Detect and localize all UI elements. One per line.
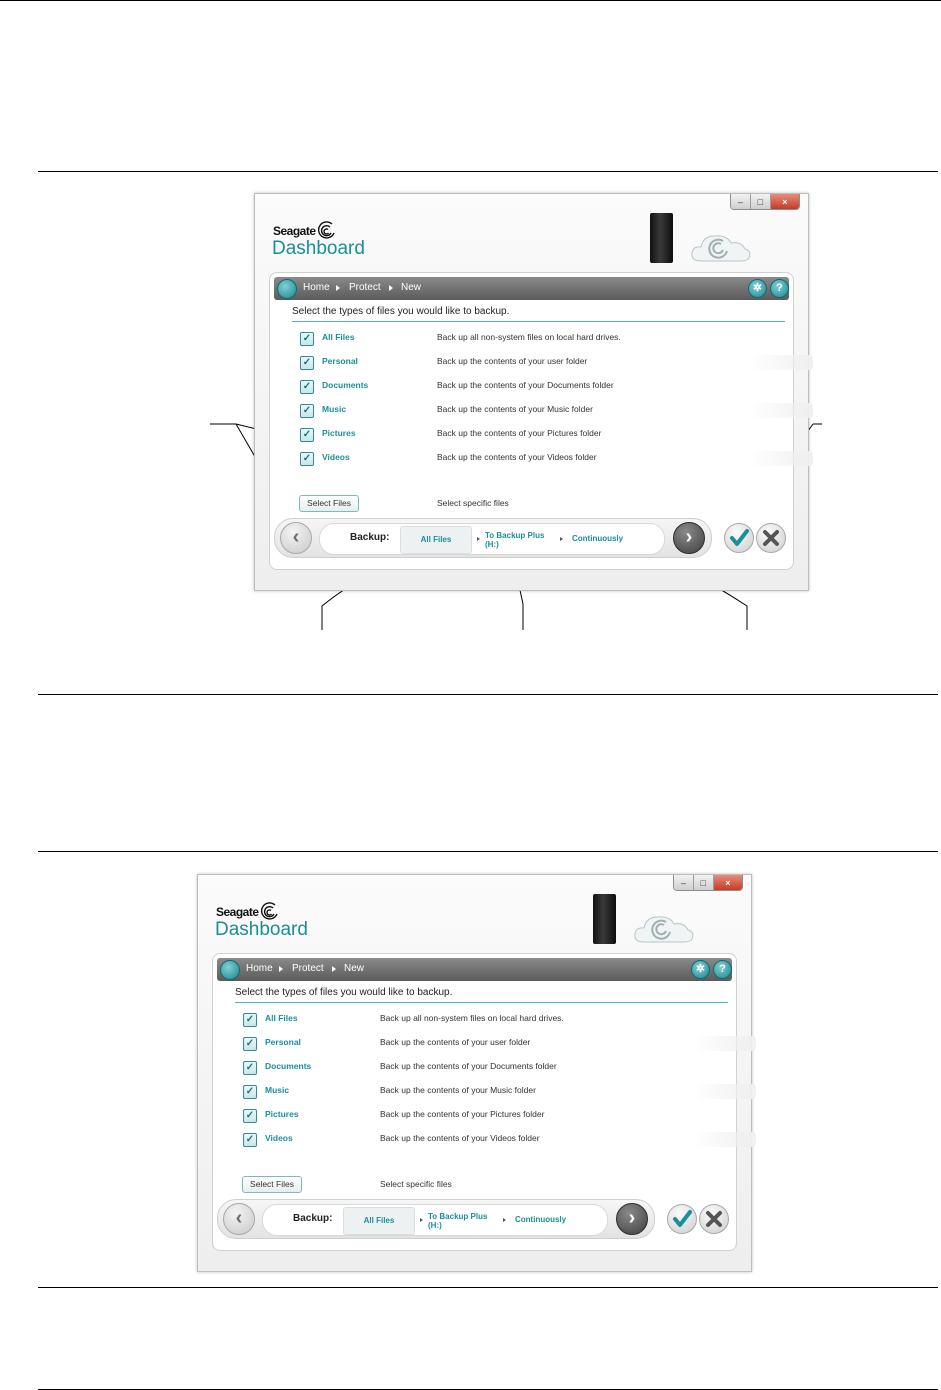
backup-summary bbox=[319, 523, 665, 555]
option-name: All Files bbox=[322, 332, 355, 342]
breadcrumb-separator-icon bbox=[279, 966, 283, 972]
step-arrow-icon bbox=[477, 537, 480, 541]
instruction-underline bbox=[292, 321, 785, 322]
option-description: Back up the contents of your Music folder bbox=[380, 1085, 536, 1095]
checkbox[interactable]: ✓ bbox=[300, 452, 314, 466]
select-files-button[interactable]: Select Files bbox=[242, 1176, 302, 1193]
backup-bar bbox=[274, 518, 712, 558]
option-name: Videos bbox=[322, 452, 350, 462]
instruction-text: Select the types of files you would like to backup. bbox=[292, 306, 510, 317]
option-name: All Files bbox=[265, 1013, 298, 1023]
back-button[interactable]: ‹ bbox=[223, 1203, 255, 1235]
cloud-icon bbox=[632, 910, 696, 946]
home-icon[interactable] bbox=[277, 279, 297, 299]
window-controls bbox=[673, 875, 743, 891]
checkbox[interactable]: ✓ bbox=[300, 332, 314, 346]
cancel-x-icon bbox=[760, 527, 782, 549]
option-name: Personal bbox=[322, 356, 358, 366]
option-description: Back up all non-system files on local hard drives. bbox=[380, 1013, 564, 1023]
help-icon[interactable]: ? bbox=[770, 279, 789, 298]
row-highlight bbox=[691, 1036, 756, 1051]
breadcrumb-new: New bbox=[401, 282, 422, 293]
ok-button[interactable] bbox=[724, 523, 754, 553]
checkmark-icon bbox=[728, 527, 750, 549]
option-name: Music bbox=[265, 1085, 290, 1095]
checkmark-icon bbox=[671, 1208, 693, 1230]
checkbox[interactable]: ✓ bbox=[243, 1013, 257, 1027]
backup-label: Backup: bbox=[350, 532, 390, 543]
maximize-icon[interactable]: □ bbox=[694, 875, 714, 890]
home-icon[interactable] bbox=[220, 960, 240, 980]
checkbox[interactable]: ✓ bbox=[300, 428, 314, 442]
option-name: Personal bbox=[265, 1037, 301, 1047]
ok-button[interactable] bbox=[667, 1204, 697, 1234]
option-description: Back up the contents of your user folder bbox=[380, 1037, 531, 1047]
instruction-underline bbox=[235, 1002, 728, 1003]
step-schedule[interactable]: Continuously bbox=[572, 534, 624, 543]
next-button[interactable]: › bbox=[616, 1203, 648, 1235]
checkbox[interactable]: ✓ bbox=[300, 380, 314, 394]
cancel-button[interactable] bbox=[699, 1204, 729, 1234]
row-highlight bbox=[748, 451, 813, 466]
main-panel bbox=[212, 953, 737, 1251]
minimize-icon[interactable]: – bbox=[674, 875, 694, 890]
minimize-icon[interactable]: – bbox=[731, 194, 751, 209]
logo-product: Dashboard bbox=[215, 919, 308, 940]
help-icon[interactable]: ? bbox=[713, 960, 732, 979]
row-highlight bbox=[691, 1084, 756, 1099]
breadcrumb-separator-icon bbox=[336, 285, 340, 291]
step-destination[interactable]: To Backup Plus (H:) bbox=[485, 531, 545, 549]
gear-icon[interactable]: ✲ bbox=[748, 279, 767, 298]
step-arrow-icon bbox=[560, 537, 563, 541]
breadcrumb-separator-icon bbox=[332, 966, 336, 972]
window-controls bbox=[730, 194, 800, 210]
nav-bar bbox=[217, 958, 732, 981]
select-files-description: Select specific files bbox=[437, 498, 509, 508]
cancel-x-icon bbox=[703, 1208, 725, 1230]
instruction-text: Select the types of files you would like to backup. bbox=[235, 987, 453, 998]
checkbox[interactable]: ✓ bbox=[243, 1037, 257, 1051]
dashboard-window-1 bbox=[254, 193, 809, 591]
breadcrumb-home[interactable]: Home bbox=[303, 282, 330, 293]
back-button[interactable]: ‹ bbox=[280, 522, 312, 554]
option-description: Back up the contents of your Videos folder bbox=[437, 452, 597, 462]
option-description: Back up the contents of your user folder bbox=[437, 356, 588, 366]
row-highlight bbox=[748, 355, 813, 370]
divider-rule bbox=[38, 851, 938, 852]
checkbox[interactable]: ✓ bbox=[243, 1109, 257, 1123]
breadcrumb-protect[interactable]: Protect bbox=[292, 963, 324, 974]
select-files-description: Select specific files bbox=[380, 1179, 452, 1189]
select-files-button[interactable]: Select Files bbox=[299, 495, 359, 512]
logo-product: Dashboard bbox=[272, 238, 365, 259]
logo-brand: Seagate bbox=[216, 905, 259, 919]
checkbox[interactable]: ✓ bbox=[243, 1061, 257, 1075]
nav-bar bbox=[274, 277, 789, 300]
checkbox[interactable]: ✓ bbox=[243, 1085, 257, 1099]
breadcrumb-separator-icon bbox=[389, 285, 393, 291]
step-arrow-icon bbox=[503, 1218, 506, 1222]
backup-bar bbox=[217, 1199, 655, 1239]
option-name: Pictures bbox=[322, 428, 356, 438]
drive-icon bbox=[593, 894, 616, 944]
option-description: Back up the contents of your Videos folder bbox=[380, 1133, 540, 1143]
checkbox[interactable]: ✓ bbox=[300, 404, 314, 418]
option-description: Back up the contents of your Pictures folder bbox=[437, 428, 602, 438]
option-description: Back up the contents of your Documents folder bbox=[380, 1061, 557, 1071]
checkbox[interactable]: ✓ bbox=[243, 1133, 257, 1147]
next-button[interactable]: › bbox=[673, 522, 705, 554]
option-name: Documents bbox=[265, 1061, 312, 1071]
option-description: Back up the contents of your Music folder bbox=[437, 404, 593, 414]
step-arrow-icon bbox=[420, 1218, 423, 1222]
close-icon[interactable]: × bbox=[714, 875, 742, 890]
backup-label: Backup: bbox=[293, 1213, 333, 1224]
dashboard-window-2 bbox=[197, 874, 752, 1272]
cancel-button[interactable] bbox=[756, 523, 786, 553]
cloud-icon bbox=[689, 229, 753, 265]
option-name: Pictures bbox=[265, 1109, 299, 1119]
option-description: Back up the contents of your Documents folder bbox=[437, 380, 614, 390]
close-icon[interactable]: × bbox=[771, 194, 799, 209]
divider-rule bbox=[38, 1287, 938, 1288]
logo-brand: Seagate bbox=[273, 224, 316, 238]
row-highlight bbox=[691, 1132, 756, 1147]
option-description: Back up the contents of your Pictures folder bbox=[380, 1109, 545, 1119]
option-name: Music bbox=[322, 404, 347, 414]
maximize-icon[interactable]: □ bbox=[751, 194, 771, 209]
step-schedule[interactable]: Continuously bbox=[515, 1215, 567, 1224]
breadcrumb-protect[interactable]: Protect bbox=[349, 282, 381, 293]
step-file-types[interactable]: All Files bbox=[343, 1207, 415, 1235]
gear-icon[interactable]: ✲ bbox=[691, 960, 710, 979]
option-name: Videos bbox=[265, 1133, 293, 1143]
step-file-types[interactable]: All Files bbox=[400, 526, 472, 554]
checkbox[interactable]: ✓ bbox=[300, 356, 314, 370]
breadcrumb-new: New bbox=[344, 963, 365, 974]
breadcrumb-home[interactable]: Home bbox=[246, 963, 273, 974]
row-highlight bbox=[748, 403, 813, 418]
option-description: Back up all non-system files on local hard drives. bbox=[437, 332, 621, 342]
option-name: Documents bbox=[322, 380, 369, 390]
backup-summary bbox=[262, 1204, 608, 1236]
step-destination[interactable]: To Backup Plus (H:) bbox=[428, 1212, 488, 1230]
main-panel bbox=[269, 272, 794, 570]
drive-icon bbox=[650, 213, 673, 263]
